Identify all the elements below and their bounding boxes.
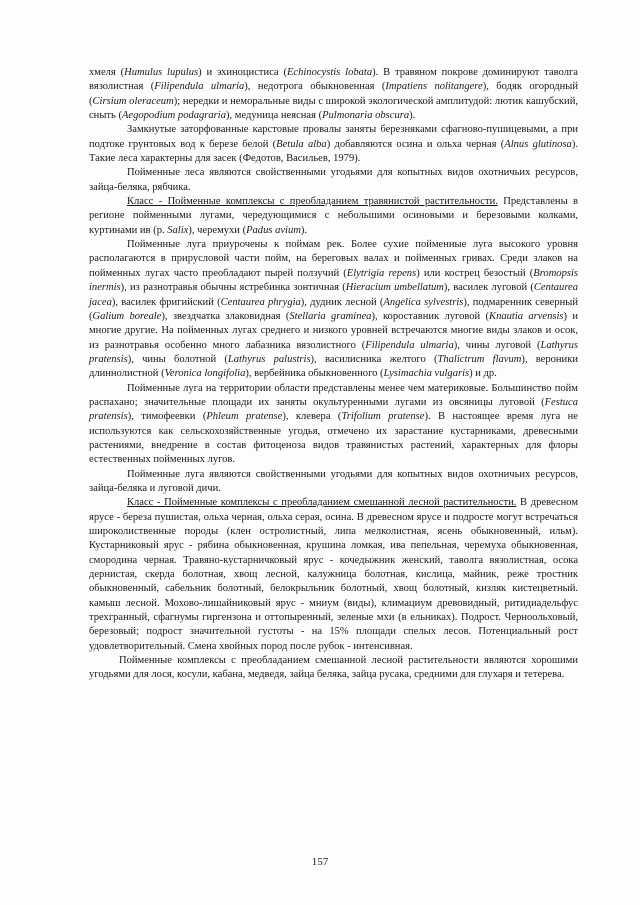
text-run: хмеля ( bbox=[89, 67, 125, 78]
text-run: В древесном ярусе - береза пушистая, ольха черная, ольха серая, осина. В древесном ярусе и подросте могут встречаться широколиственные породы (клен остролистный, липа мелколистная, ясень обыкновенный, ильм). Кустарниковый ярус - рябина обыкновенная, крушина ломкая, ива пепельная, черемуха обыкновенная, смородина черная. Травяно-кустарничковый ярус - кочедыжник женский, таволга вязолистная, осока дернистая, скерда болотная, хвощ лесной, калужница болотная, кислица, майник, реже тростник обыкновенный, сабельник болотный, белокрыльник болотный, хвощ болотный, кизляк кистецветный. камыш лесной. Мохово-лишайниковый ярус - мниум (виды), климациум древовидный, ритидиадельфус трехгранный, сфагнумы гиргензона и оттопыренный, зеленые мхи (в ельниках). Подрост. Черноольховый, березовый; подрост значительной густоты - на 15% площади спелых лесов. Потенциальный рост удовлетворительный. Смена хвойных пород после рубок - интенсивная. bbox=[89, 497, 578, 652]
latin-name: Pulmonaria obscura bbox=[322, 110, 410, 122]
text-run: Пойменные луга на территории области представлены менее чем материковые. Большинство пойм распахано; значительные площади их заняты окультуренными лугами из овсяницы луговой ( bbox=[89, 382, 578, 408]
text-run: ). Такие леса характерны для засек (Федотов, Васильев, 1979). bbox=[89, 138, 578, 165]
text-run: Пойменные луга приурочены к поймам рек. Более сухие пойменные луга высокого уровня располагаются в прирусловой части пойм, на береговых валах и пойменных гривах. Среди злаков на пойменных лугах часто преобладают пырей ползучий ( bbox=[89, 239, 578, 279]
paragraph bbox=[89, 382, 578, 468]
latin-name: Impatiens nolitangere bbox=[385, 81, 483, 93]
text-run: ), клевера ( bbox=[282, 411, 342, 423]
latin-name: Centaurea phrygia bbox=[220, 296, 301, 308]
text-run: ). bbox=[300, 224, 308, 236]
page-number: 157 bbox=[311, 856, 329, 868]
latin-name: Thalictrum flavum bbox=[437, 353, 522, 365]
paragraph bbox=[89, 496, 578, 654]
text-run: ). В травяном покрове доминируют таволга вязолистная ( bbox=[89, 67, 578, 93]
text-run: ), черемухи ( bbox=[188, 224, 247, 236]
latin-name: Echinocystis lobata bbox=[286, 67, 373, 78]
text-run: ), подмаренник северный ( bbox=[89, 296, 579, 322]
latin-name: Festuca pratensis bbox=[89, 396, 578, 423]
text-run: ), недотрога обыкновенная ( bbox=[244, 81, 386, 93]
text-run: ), василек луговой ( bbox=[443, 282, 534, 294]
text-run: ), бодяк огородный ( bbox=[89, 81, 578, 107]
latin-name: Knautia arvensis bbox=[489, 310, 564, 322]
latin-name: Filipendula ulmaria bbox=[365, 339, 454, 351]
text-run: Пойменные леса являются свойственными угодьями для копытных видов охотничьих ресурсов, зайца-беляка, рябчика. bbox=[89, 167, 578, 193]
paragraph bbox=[89, 654, 578, 683]
text-run: ) и многие другие. На пойменных лугах среднего и низкого уровней встречаются многие виды злаков и осок, из разнотравья особенно много лабазника вязолистного ( bbox=[89, 310, 579, 351]
text-run: Замкнутые заторфованные карстовые провалы заняты березняками сфагново-пушицевыми, а при подтоке грунтовых вод к березе белой ( bbox=[89, 124, 578, 150]
latin-name: Aegopodium podagraria bbox=[121, 110, 226, 122]
latin-name: Bromopsis inermis bbox=[89, 267, 578, 294]
text-run: Представлены в регионе пойменными лугами, чередующимися с небольшими осиновыми и березовыми колками, куртинами ив (р. bbox=[89, 196, 578, 236]
latin-name: Humulus lupulus bbox=[124, 67, 199, 78]
text-run: ), из разнотравья обычны ястребинка зонтичная ( bbox=[120, 282, 346, 294]
latin-name: Betula alba bbox=[276, 138, 327, 150]
text-run: ), звездчатка злаковидная ( bbox=[161, 310, 290, 322]
latin-name: Salix bbox=[167, 224, 189, 236]
latin-name: Centaurea jacea bbox=[89, 282, 578, 308]
latin-name: Elytrigia repens bbox=[346, 267, 417, 279]
latin-name: Veronica longifolia bbox=[164, 368, 246, 380]
text-run: ). В настоящее время луга не используются как сельскохозяйственные угодья, отмечено их зарастание кустарниками, древесными растениями, внедрение в состав фитоценоза видов травянистых растений, характерных для флоры естественных пойменных лугов. bbox=[89, 411, 578, 466]
text-run: ), медуница неясная ( bbox=[226, 110, 323, 122]
text-run: Пойменные луга являются свойственными угодьями для копытных видов охотничьих ресурсов, зайца-беляка и луговой дичи. bbox=[89, 468, 578, 494]
latin-name: Lathyrus palustris bbox=[227, 353, 311, 365]
paragraph bbox=[89, 468, 578, 497]
paragraph bbox=[89, 66, 578, 123]
text-run: ), дудник лесной ( bbox=[300, 296, 384, 308]
text-run: ); нередки и неморальные виды с широкой экологической амплитудой: лютик кашубский, сныть ( bbox=[89, 95, 578, 122]
section-heading: Класс - Пойменные комплексы с преобладанием травянистой растительности. bbox=[127, 196, 498, 208]
latin-name: Hieracium umbellatum bbox=[345, 282, 444, 294]
latin-name: Angelica sylvestris bbox=[383, 296, 464, 308]
paragraph bbox=[89, 166, 578, 195]
text-run: ), короставник луговой ( bbox=[371, 310, 490, 322]
text-run: ), тимофеевки ( bbox=[127, 411, 207, 423]
latin-name: Lathyrus pratensis bbox=[89, 339, 578, 365]
text-run: ), василисника желтого ( bbox=[310, 353, 438, 365]
text-run: ) добавляются осина и ольха черная ( bbox=[326, 138, 505, 150]
latin-name: Galium boreale bbox=[92, 310, 162, 322]
section-heading: Класс - Пойменные комплексы с преобладанием смешанной лесной растительности. bbox=[127, 497, 517, 509]
text-run: ). bbox=[409, 110, 416, 122]
latin-name: Padus avium bbox=[246, 224, 301, 236]
paragraph bbox=[89, 195, 578, 238]
text-run: Пойменные комплексы с преобладанием смешанной лесной растительности являются хорошими угодьями для лося, косули, кабана, медведя, зайца беляка, зайца русака, средними для глухаря и тетерева. bbox=[89, 655, 578, 681]
text-run: ) и эхиноцистиса ( bbox=[198, 67, 287, 78]
paragraph bbox=[89, 123, 578, 166]
latin-name: Cirsium oleraceum bbox=[92, 95, 174, 107]
text-run: ), вероники длиннолистной ( bbox=[89, 353, 578, 380]
paragraph bbox=[89, 238, 578, 381]
text-run: ), чины луговой ( bbox=[453, 339, 541, 351]
latin-name: Trifolium pratense bbox=[341, 411, 425, 423]
text-run: ), василек фригийский ( bbox=[111, 296, 221, 308]
latin-name: Alnus glutinosa bbox=[504, 138, 572, 150]
text-run: ) или кострец безостый ( bbox=[416, 267, 534, 279]
page-body bbox=[89, 66, 578, 683]
latin-name: Stellaria graminea bbox=[289, 310, 372, 322]
latin-name: Lysimachia vulgaris bbox=[383, 368, 470, 380]
text-run: ), чины болотной ( bbox=[127, 353, 228, 365]
text-run: ), вербейника обыкновенного ( bbox=[245, 368, 384, 380]
text-run: ) и др. bbox=[469, 368, 497, 380]
latin-name: Filipendula ulmaria bbox=[154, 81, 245, 93]
latin-name: Phleum pratense bbox=[206, 411, 283, 423]
